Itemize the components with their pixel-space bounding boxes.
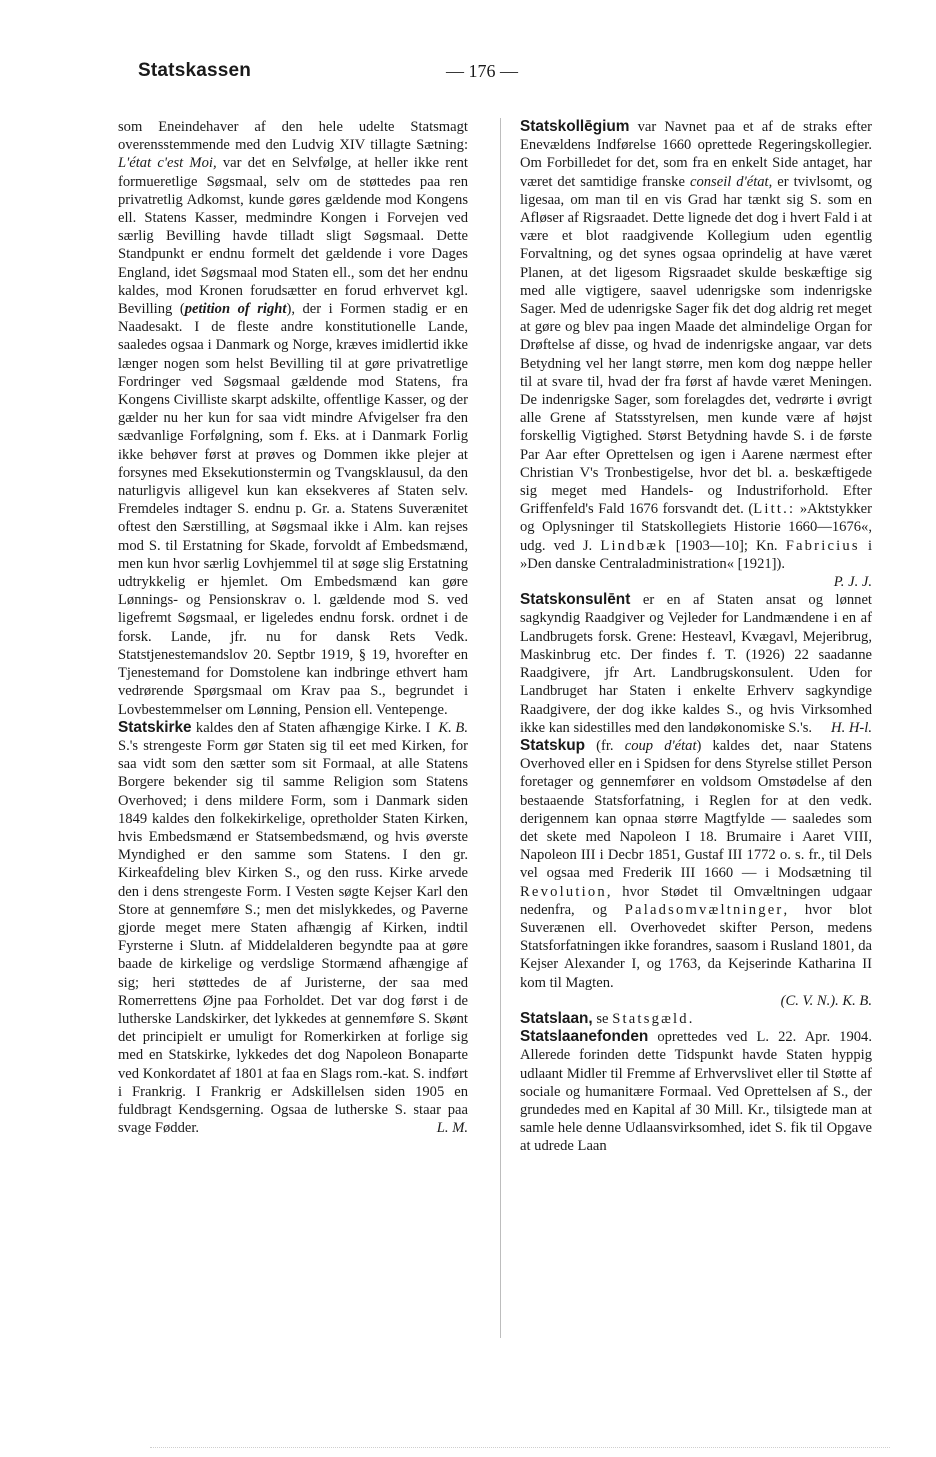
term-petition: petition of right (184, 301, 287, 318)
entry-statskassen-continued: som Eneindehaver af den hele udelte Statsmagt overensstemmende med den Ludvig XIV tillagte Sætning: L'état c'est Moi, var det en Selvfølge, at heller ikke rent formueretlige Søgsmaal, selv om de støttedes paa ren privatretlig Adkomst, kunde gøres gældende mod Kongens ell. Statens Kasser, medmindre Kongen i Forvejen ved særlig Bevilling havde tilladt sligt Søgsmaal. Dette Standpunkt er endnu formelt det gældende i vore Dages England, idet Søgsmaal mod Staten ell., som det her endnu kaldes, mod Kronen forudsætter en forud erhvervet kgl. Bevilling (petition of right), der i Formen stadig er en Naadesakt. I de fleste andre konstitutionelle Lande, saaledes ogsaa i Danmark og Norge, kræves imidlertid ikke længer nogen som helst Bevilling til at gøre privatretlige Fordringer ved Søgsmaal gældende mod Statens, fra Kongens Civilliste skarpt adskilte, offentlige Kasser, og der gælder nu her kun for saa vidt mindre Afvigelser fra den sædvanlige Forfølgning, som f. Eks. at i Danmark Forlig ikke behøver først at prøves og Dommen ikke plejer at forsynes med Eksekutionstermin og Tvangsklausul, da den naturligvis alligevel kun kan eksekveres af Staten selv. Fremdeles indtager S. endnu p. Gr. a. Statens Suverænitet oftest den Særstilling, at Søgsmaal ikke i Alm. kan rejses mod S. til Erstatning for Skade, forvoldt af Embedsmænd, men kun hvor særlig Lovhjemmel til at søge slig Erstatning udtrykkelig er hjemlet. Om Embedsmænd kan gøre Lønnings- og Pensionskrav o. l. gældende mod S. ved ligefremt Søgsmaal, er ligeledes endnu forsk. ordnet i de forsk. Lande, jfr. nu for dansk Rets Vedk. Statstjenestemandslov 20. Septbr 1919, § 19, hvorefter en Tjenestemand for Domstolene kan indbringe ethvert ham vedrørende Spørgsmaal om Krav paa S., begrundet i Lovbestemmelser om Lønning, Pension ell. Ventepenge. K. B. (118, 119, 468, 736)
headword: Statskollēgium (520, 118, 630, 135)
signature: (C. V. N.). K. B. (780, 992, 872, 1009)
entry-statskirke: Statskirke kaldes den af Staten afhængige Kirke. I S.'s strengeste Form gør Staten sig til eet med Kirken, for saa vidt som den sætter som sit Formaal, at alle Statens Borgere bekender sig til samme Religion som Statens Overhoved; i dens mildere Form, som i Danmark siden 1849 kaldes den folkekirkelige, opretholder Staten Kirken, hvis Embedsmænd er Statsembedsmænd, og hvis øverste Myndighed er den samme som Statens. I den gr. Kirkeafdeling blev Kirken S., og den russ. Kirke arvede den i dens strengeste Form. I Vesten søgte Kejser Karl den Store at gennemføre S.; men det mislykkedes, og Paverne gjorde meget mere Staten afhængig af Kirken, indtil Fyrsterne i Slutn. af Middelalderen begyndte paa at gøre baade de kirkelige og verdslige Stormænd afhængige af sig; heri støttedes de af Juristerne, der saa med Romerrettens Øjne paa Forholdet. Det var dog først i de lutherske Landskirker, det lykkedes at gennemføre S. Skønt det principielt er umuligt for Romerkirken at forlige sig med en Statskirke, lykkedes det dog Napoleon Bonaparte ved Konkordatet af 1801 at faa en Slags rom.-kat. S. indført i Frankrig. I Frankrig er Adskillelsen siden 1905 en fuldbragt Kendsgerning. Ogsaa de lutherske S. staar paa svage Fødder. L. M. (118, 718, 468, 1137)
page-header (116, 60, 888, 94)
page-number: — 176 — (446, 61, 518, 81)
signature: P. J. J. (833, 574, 872, 591)
right-column (520, 118, 872, 1156)
headword: Statskonsulēnt (520, 591, 631, 609)
entry-statslaanefonden: Statslaanefonden oprettedes ved L. 22. Apr. 1904. Allerede forinden dette Tidspunkt havde Staten hyppig udlaant Midler til Fremme af Erhvervslivet eller til Støtte af sociale og humanitære Formaal. Ved Oprettelsen af S., der grundedes med en Kapital af 30 Mill. Kr., tilsigtede man at samle hele denne Udlaansvirksomhed, idet S. fik til Opgave at udrede Laan (520, 1028, 872, 1155)
cross-reference: Statsgæld. (612, 1010, 695, 1027)
signature: H. H-l. (831, 719, 872, 736)
scan-edge (150, 1447, 890, 1448)
signature: K. B. (438, 719, 468, 736)
left-column (118, 118, 468, 1137)
literature-label: Litt.: (753, 501, 796, 518)
headword: Statslaan, (520, 1009, 593, 1027)
headword: Statskirke (118, 718, 192, 736)
column-divider (500, 118, 501, 1338)
running-head: Statskassen (138, 60, 252, 81)
signature: L. M. (436, 1120, 468, 1137)
entry-statskonsulent: Statskonsulēnt er en af Staten ansat og lønnet sagkyndig Raadgiver og Vejleder for Landmændene i en af Landbrugets forsk. Grene: Hesteavl, Kvægavl, Mejeribrug, Maskinbrug etc. Der findes f. T. (1926) 22 saadanne Raadgivere, jfr Art. Landbrugskonsulent. Uden for Landbruget har Staten i enkelte Erhverv sagkyndige Raadgivere, der dog ikke kaldes S., og hvis Virksomhed ikke kan sidestilles med den landøkonomiske S.'s. H. H-l. (520, 591, 872, 736)
headword: Statskup (520, 736, 585, 754)
quote-letat: L'état c'est Moi, (118, 155, 217, 172)
entry-statskup: Statskup (fr. coup d'état) kaldes det, naar Statens Overhoved eller en i Spidsen for dens Styrelse stillet Person foretager og gennemfører en voldsom Omstødelse af den bestaaende Statsforfatning, i Reglen for at den vedk. derigennem kan opnaa større Magtfylde — saaledes som det skete med Napoleon I 18. Brumaire i Aaret VIII, Napoleon III i Decbr 1851, Gustaf III 1772 o. s. fr., til Dels vel ogsaa med Frederik III 1660 — i Modsætning til Revolution, hvor Stødet til Omvæltningen udgaar nedenfra, og Paladsomvæltninger, hvor blot Suverænen ell. Overhovedet skifter Person, medens Statsforfatningen ikke forandres, saasom i Rusland 1801, da Kejser Alexander I, og 1763, da Kejserinde Katharina II kom til Magten. (520, 736, 872, 991)
headword: Statslaanefonden (520, 1028, 649, 1046)
entry-statskollegium: Statskollēgium var Navnet paa et af de straks efter Enevældens Indførelse 1660 oprettede Regeringskollegier. Om Forbilledet for det, som fra en enkelt Side antaget, har været det samtidige franske conseil d'état, er tvivlsomt, og ligesaa, om man til en vis Grad har tænkt sig S. som en Afløser af Rigsraadet. Dette lignede det dog i hvert Fald i at være et blot raadgivende Kollegium uden egentlig Forvaltning, og det synes ogsaa oprindelig at have været Planen, at det ligesom Rigsraadet skulde beskæftige sig med alle vigtigere, saavel udenrigske som indenrigske Sager. Med de udenrigske Sager fik det dog aldrig ret meget at gøre og blev paa ingen Maade det almindelige Organ for Drøftelse af disse, og hvad de indenrigske angaar, var dets Betydning vel her langt større, men kom dog næppe heller til at svare til, hvad der fra først af havde været Meningen. De indenrigske Sager, som forelagdes det, vedrørte i øvrigt alle Grene af Statsstyrelsen, men kunde være af højst forskellig Vigtighed. Størst Betydning havde S. i de første Par Aar efter Oprettelsen og igen i Aarene nærmest efter Christian V's Tronbestigelse, hvor det bl. a. beskæftigede sig meget med Handels- og Industriforhold. Efter Griffenfeld's Fald 1676 forsvandt det. (Litt.: »Aktstykker og Oplysninger til Statskollegiets Historie 1660—1676«, udg. ved J. Lindbæk [1903—10]; Kn. Fabricius i »Den danske Centraladministration« [1921]). (520, 118, 872, 572)
entry-statslaan: Statslaan, se Statsgæld. (520, 1009, 695, 1027)
